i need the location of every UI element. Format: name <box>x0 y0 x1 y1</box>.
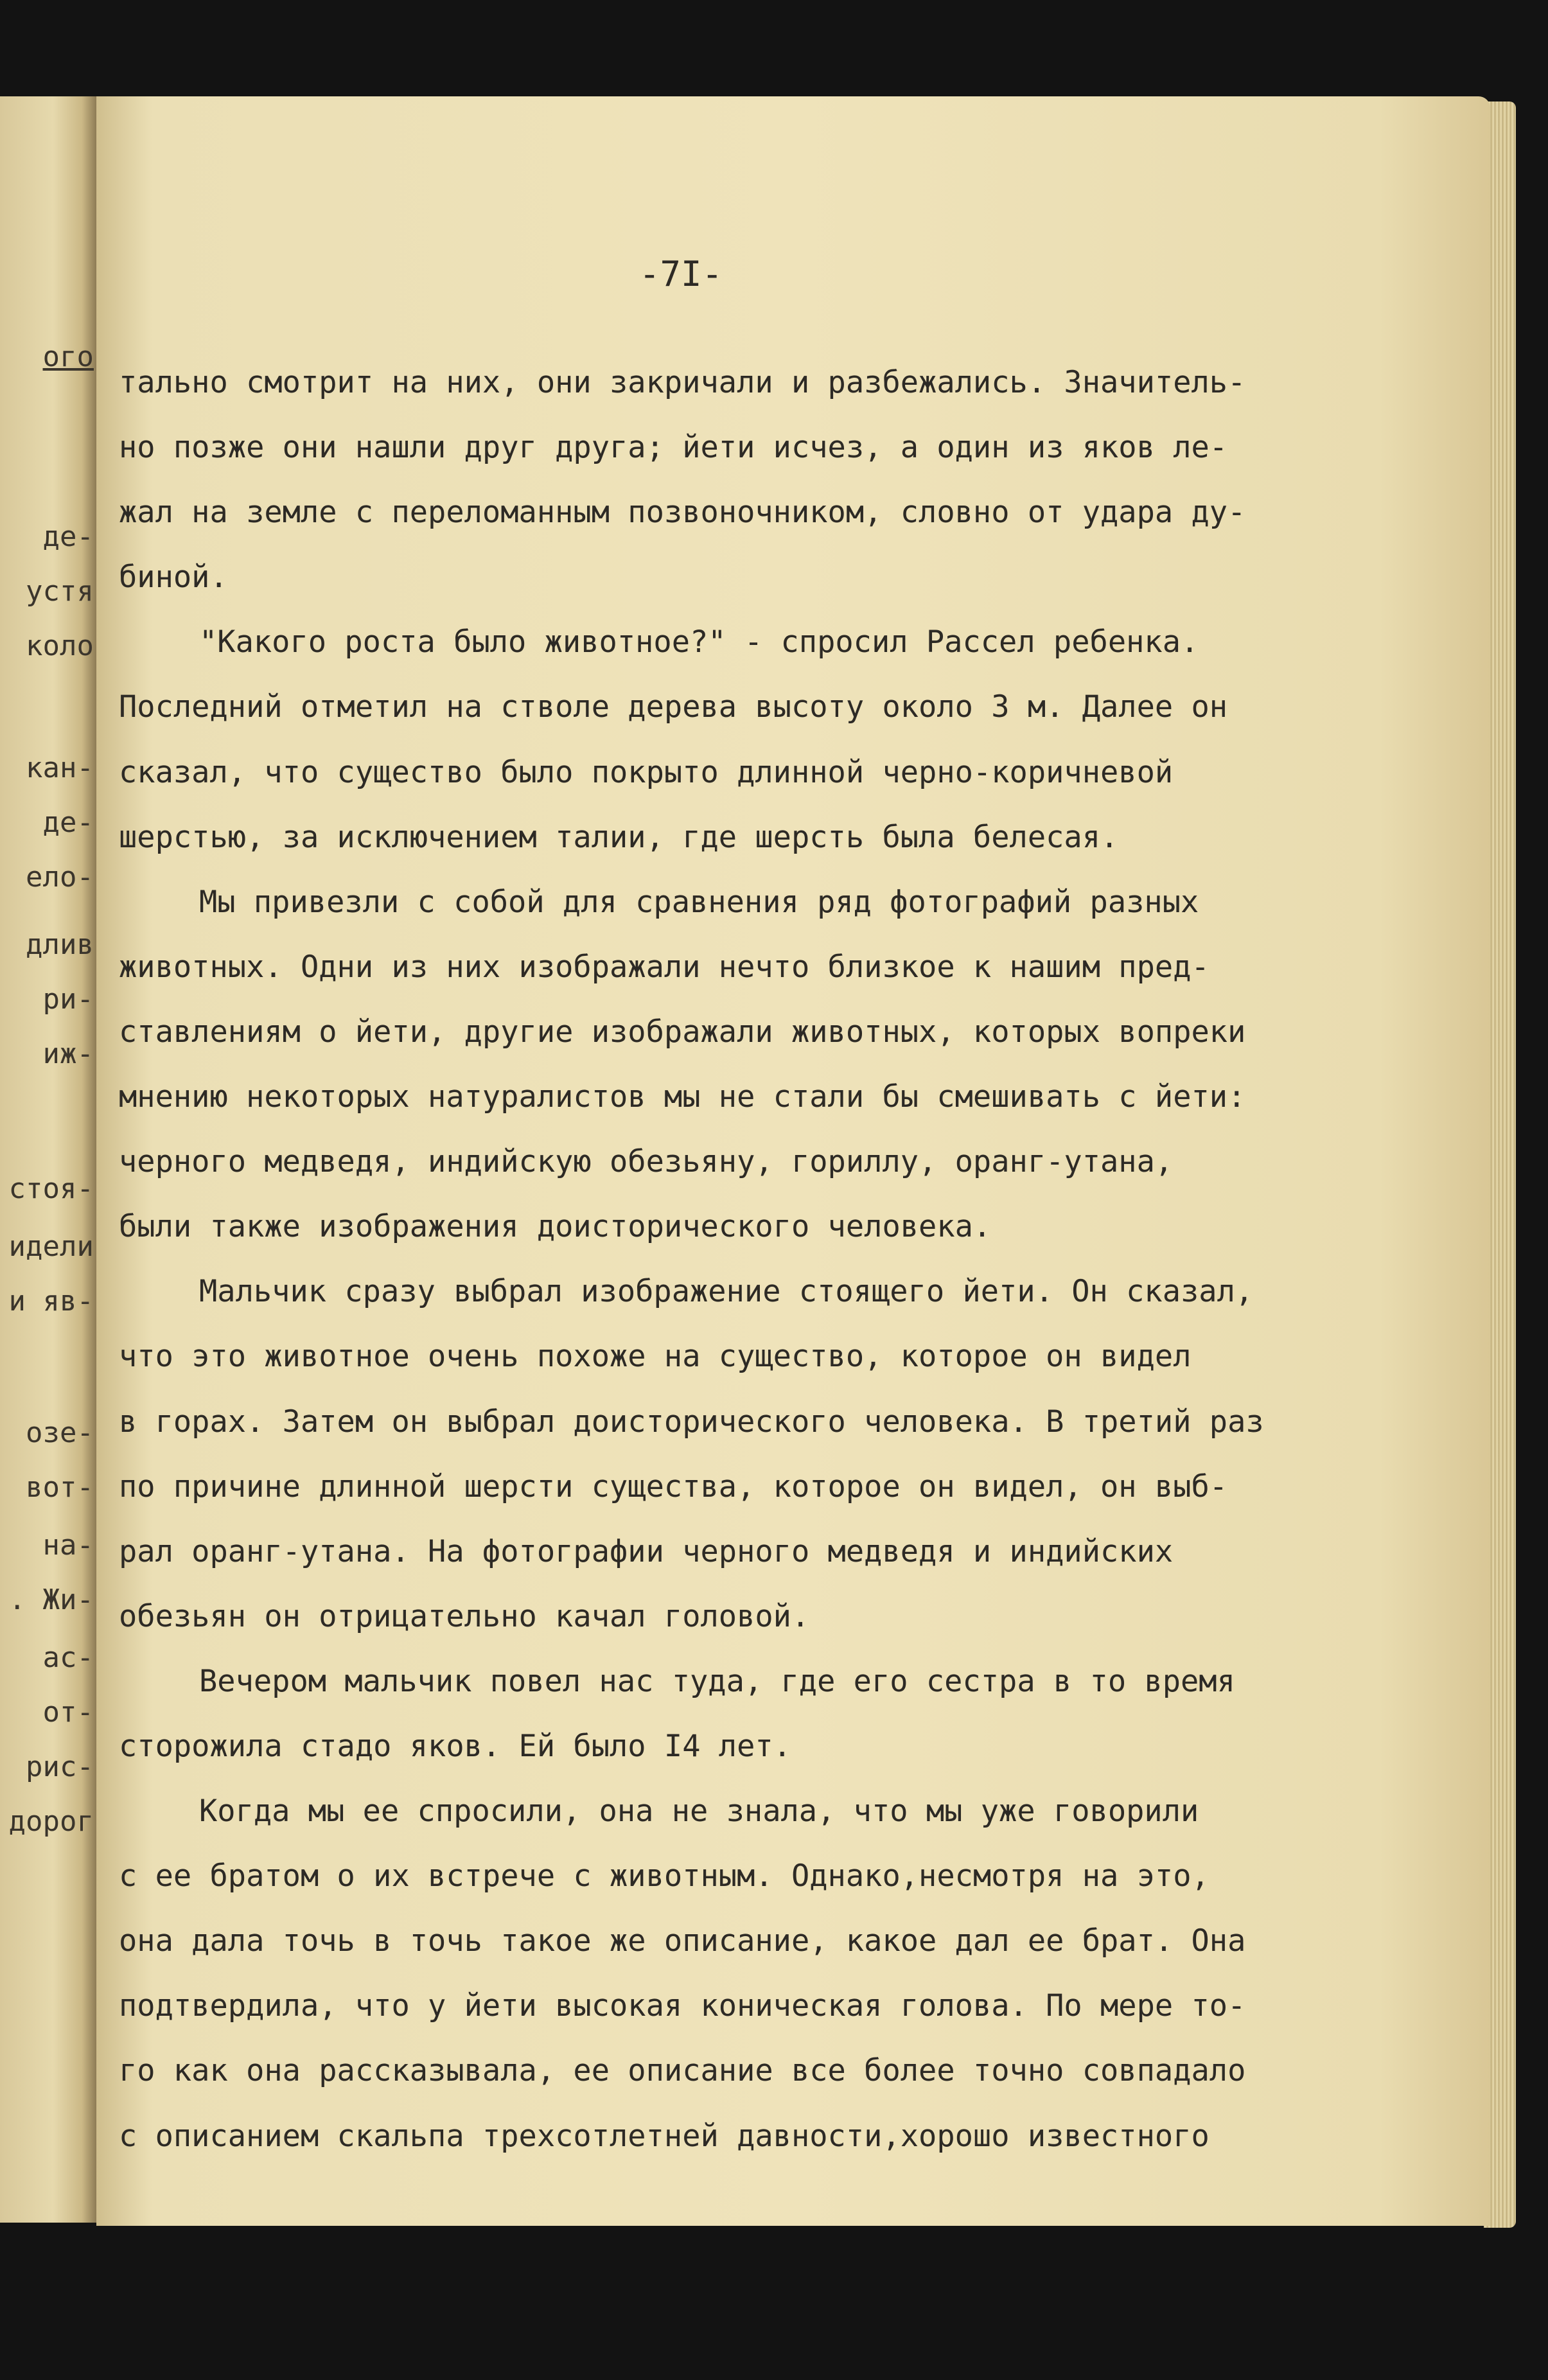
text-line: Последний отметил на стволе дерева высоту около 3 м. Далее он <box>119 689 1228 725</box>
left-fragment: коло <box>26 630 94 662</box>
page-number: -7I- <box>638 254 723 294</box>
text-line: "Какого роста было животное?" - спросил Рассел ребенка. <box>199 624 1199 660</box>
text-line: тально смотрит на них, они закричали и разбежались. Значитель- <box>119 365 1246 400</box>
text-line: шерстью, за исключением талии, где шерсть была белесая. <box>119 819 1119 855</box>
left-fragment: рис- <box>26 1750 94 1783</box>
text-line: сказал, что существо было покрыто длинной черно-коричневой <box>119 754 1174 790</box>
left-fragment: ело- <box>26 861 94 894</box>
text-line: были также изображения доисторического человека. <box>119 1209 992 1245</box>
left-fragment: иж- <box>42 1037 94 1070</box>
left-fragment: от- <box>42 1696 94 1729</box>
text-line: но позже они нашли друг друга; йети исчез, а один из яков ле- <box>119 430 1228 466</box>
text-line: сторожила стадо яков. Ей было I4 лет. <box>119 1728 791 1764</box>
text-line: го как она рассказывала, ее описание все более точно совпадало <box>119 2053 1246 2089</box>
text-line: что это животное очень похоже на существо, которое он видел <box>119 1339 1192 1375</box>
text-line: обезьян он отрицательно качал головой. <box>119 1598 810 1634</box>
left-fragment: ого <box>42 340 94 373</box>
left-fragment: стоя- <box>8 1172 94 1205</box>
text-line: в горах. Затем он выбрал доисторического человека. В третий раз <box>119 1404 1264 1440</box>
text-line: мнению некоторых натуралистов мы не стали бы смешивать с йети: <box>119 1079 1246 1115</box>
left-page-margin <box>0 96 96 2223</box>
text-line: Мальчик сразу выбрал изображение стоящего йети. Он сказал, <box>199 1274 1254 1310</box>
text-line: жал на земле с переломанным позвоночником, словно от удара ду- <box>119 495 1246 531</box>
text-line: Когда мы ее спросили, она не знала, что мы уже говорили <box>199 1794 1199 1829</box>
text-line: биной. <box>119 560 228 595</box>
text-line: по причине длинной шерсти существа, которое он видел, он выб- <box>119 1468 1228 1504</box>
left-fragment: устя <box>26 575 94 608</box>
left-fragment: . Жи- <box>8 1583 94 1616</box>
text-line: Вечером мальчик повел нас туда, где его сестра в то время <box>199 1663 1235 1699</box>
left-fragment: дорог <box>8 1805 94 1838</box>
left-fragment: кан- <box>26 752 94 784</box>
text-line: Мы привезли с собой для сравнения ряд фотографий разных <box>199 884 1199 920</box>
left-fragment: идели <box>8 1230 94 1263</box>
body-text <box>119 350 1352 2169</box>
left-fragment: де- <box>42 520 94 553</box>
text-line: с ее братом о их встрече с животным. Однако,несмотря на это, <box>119 1858 1209 1894</box>
text-line: подтвердила, что у йети высокая коническая голова. По мере то- <box>119 1988 1246 2024</box>
left-fragment: длив <box>26 928 94 961</box>
text-line: черного медведя, индийскую обезьяну, гориллу, оранг-утана, <box>119 1144 1174 1180</box>
left-fragment: на- <box>42 1529 94 1562</box>
left-fragment: озе- <box>26 1416 94 1449</box>
text-line: рал оранг-утана. На фотографии черного медведя и индийских <box>119 1533 1174 1569</box>
text-line: ставлениям о йети, другие изображали животных, которых вопреки <box>119 1014 1246 1050</box>
left-fragment: вот- <box>26 1471 94 1504</box>
left-fragment: де- <box>42 806 94 839</box>
text-line: с описанием скальпа трехсотлетней давности,хорошо известного <box>119 2118 1209 2154</box>
text-line: животных. Одни из них изображали нечто близкое к нашим пред- <box>119 949 1209 985</box>
left-fragment: ас- <box>42 1641 94 1674</box>
left-fragment: и яв- <box>8 1285 94 1318</box>
text-line: она дала точь в точь такое же описание, какое дал ее брат. Она <box>119 1923 1246 1959</box>
left-fragment: ри- <box>42 983 94 1016</box>
